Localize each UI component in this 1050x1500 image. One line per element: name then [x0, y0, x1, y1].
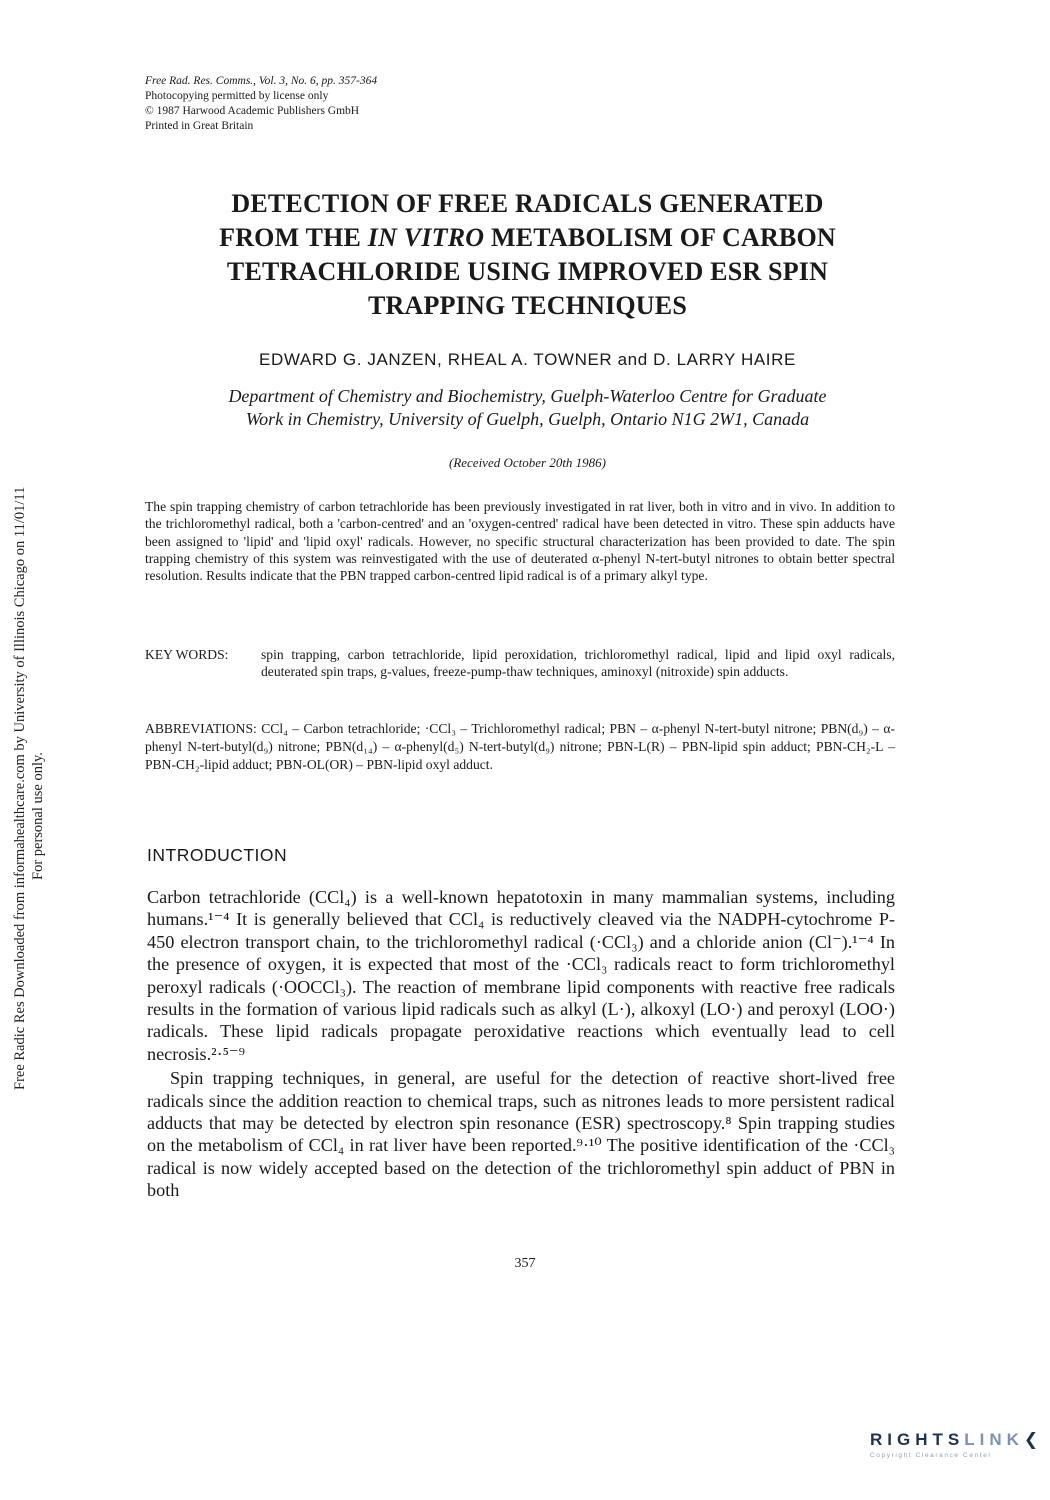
keywords-label: KEY WORDS:	[145, 647, 229, 662]
title-line-3: TETRACHLORIDE USING IMPROVED ESR SPIN	[226, 257, 829, 286]
received-date: (Received October 20th 1986)	[448, 455, 607, 470]
affiliation	[120, 385, 935, 431]
rightslink-tagline: Copyright Clearance Center	[870, 1452, 993, 1459]
affiliation-line-1: Department of Chemistry and Biochemistry, Guelph-Waterloo Centre for Graduate	[228, 386, 827, 406]
author-list: EDWARD G. JANZEN, RHEAL A. TOWNER and D. LARRY HAIRE	[259, 350, 796, 369]
abbreviations: ABBREVIATIONS: CCl₄ – Carbon tetrachloride; ·CCl₃ – Trichloromethyl radical; PBN – α-phenyl N-tert-butyl nitrone; PBN(d₉) – α-phenyl N-tert-butyl(d₉) nitrone; PBN(d₁₄) – α-phenyl(d₅) N-tert-butyl(d₉) nitrone; PBN-L(R) – PBN-lipid spin adduct; PBN-CH₂-L – PBN-CH₂-lipid adduct; PBN-OL(OR) – PBN-lipid oxyl adduct.	[145, 721, 895, 772]
intro-paragraph-2: Spin trapping techniques, in general, are useful for the detection of reactive short-lived free radicals since the addition reaction to chemical traps, such as nitrones leads to more persistent radical adducts that may be detected by electron spin resonance (ESR) spectroscopy.⁸ Spin trapping studies on the metabolism of CCl₄ in rat liver have been reported.⁹·¹⁰ The positive identification of the ·CCl₃ radical is now widely accepted based on the detection of the trichloromethyl spin adduct of PBN in both	[147, 1068, 895, 1201]
rightslink-logo: RIGHTSLINK❮ Copyright Clearance Center	[870, 1430, 1044, 1459]
printed-note: Printed in Great Britain	[145, 120, 254, 132]
copyright-note: © 1987 Harwood Academic Publishers GmbH	[145, 105, 360, 117]
section-heading-introduction: INTRODUCTION	[147, 845, 288, 865]
article-title	[120, 187, 935, 323]
affiliation-line-2: Work in Chemistry, University of Guelph, Guelph, Ontario N1G 2W1, Canada	[245, 409, 810, 429]
title-line-2: FROM THE IN VITRO METABOLISM OF CARBON	[219, 223, 836, 252]
watermark-line-2: For personal use only.	[30, 752, 46, 880]
keywords	[145, 646, 895, 681]
rightslink-light: LINK	[964, 1430, 1024, 1449]
rightslink-dark: RIGHTS	[870, 1430, 965, 1449]
page-number: 357	[514, 1256, 536, 1271]
title-line-4: TRAPPING TECHNIQUES	[368, 291, 687, 320]
introduction-body	[147, 886, 895, 1202]
watermark-line-1: Free Radic Res Downloaded from informahealthcare.com by University of Illinois Chicago on 11/01/11	[12, 486, 28, 1090]
journal-citation: Free Rad. Res. Comms., Vol. 3, No. 6, pp. 357-364	[145, 75, 378, 87]
title-line-1: DETECTION OF FREE RADICALS GENERATED	[231, 189, 824, 218]
keywords-text: spin trapping, carbon tetrachloride, lipid peroxidation, trichloromethyl radical, lipid and lipid oxyl radicals, deuterated spin traps, g-values, freeze-pump-thaw techniques, aminoxyl (nitroxide) spin adducts.	[261, 647, 895, 680]
license-note: Photocopying permitted by license only	[145, 90, 329, 102]
abstract: The spin trapping chemistry of carbon tetrachloride has been previously investigated in rat liver, both in vitro and in vivo. In addition to the trichloromethyl radical, both a 'carbon-centred' and an 'oxygen-centred' radical have been detected in vitro. These spin adducts have been assigned to 'lipid' and 'lipid oxyl' radicals. However, no specific structural characterization has been provided to date. The spin trapping chemistry of this system was reinvestigated with the use of deuterated α-phenyl N-tert-butyl nitrones to obtain better spectral resolution. Results indicate that the PBN trapped carbon-centred lipid radical is of a primary alkyl type.	[145, 499, 895, 584]
intro-paragraph-1: Carbon tetrachloride (CCl₄) is a well-known hepatotoxin in many mammalian systems, including humans.¹⁻⁴ It is generally believed that CCl₄ is reductively cleaved via the NADPH-cytochrome P-450 electron transport chain, to the trichloromethyl radical (·CCl₃) and a chloride anion (Cl⁻).¹⁻⁴ In the presence of oxygen, it is expected that most of the ·CCl₃ radicals react to form trichloromethyl peroxyl radicals (·OOCCl₃). The reaction of membrane lipid components with reactive free radicals results in the formation of various lipid radicals such as alkyl (L·), alkoxyl (LO·) and peroxyl (LOO·) radicals. These lipid radicals propagate peroxidative reactions which eventually lead to cell necrosis.²·⁵⁻⁹	[147, 887, 895, 1064]
download-watermark	[0, 0, 46, 1500]
journal-header	[145, 74, 377, 134]
